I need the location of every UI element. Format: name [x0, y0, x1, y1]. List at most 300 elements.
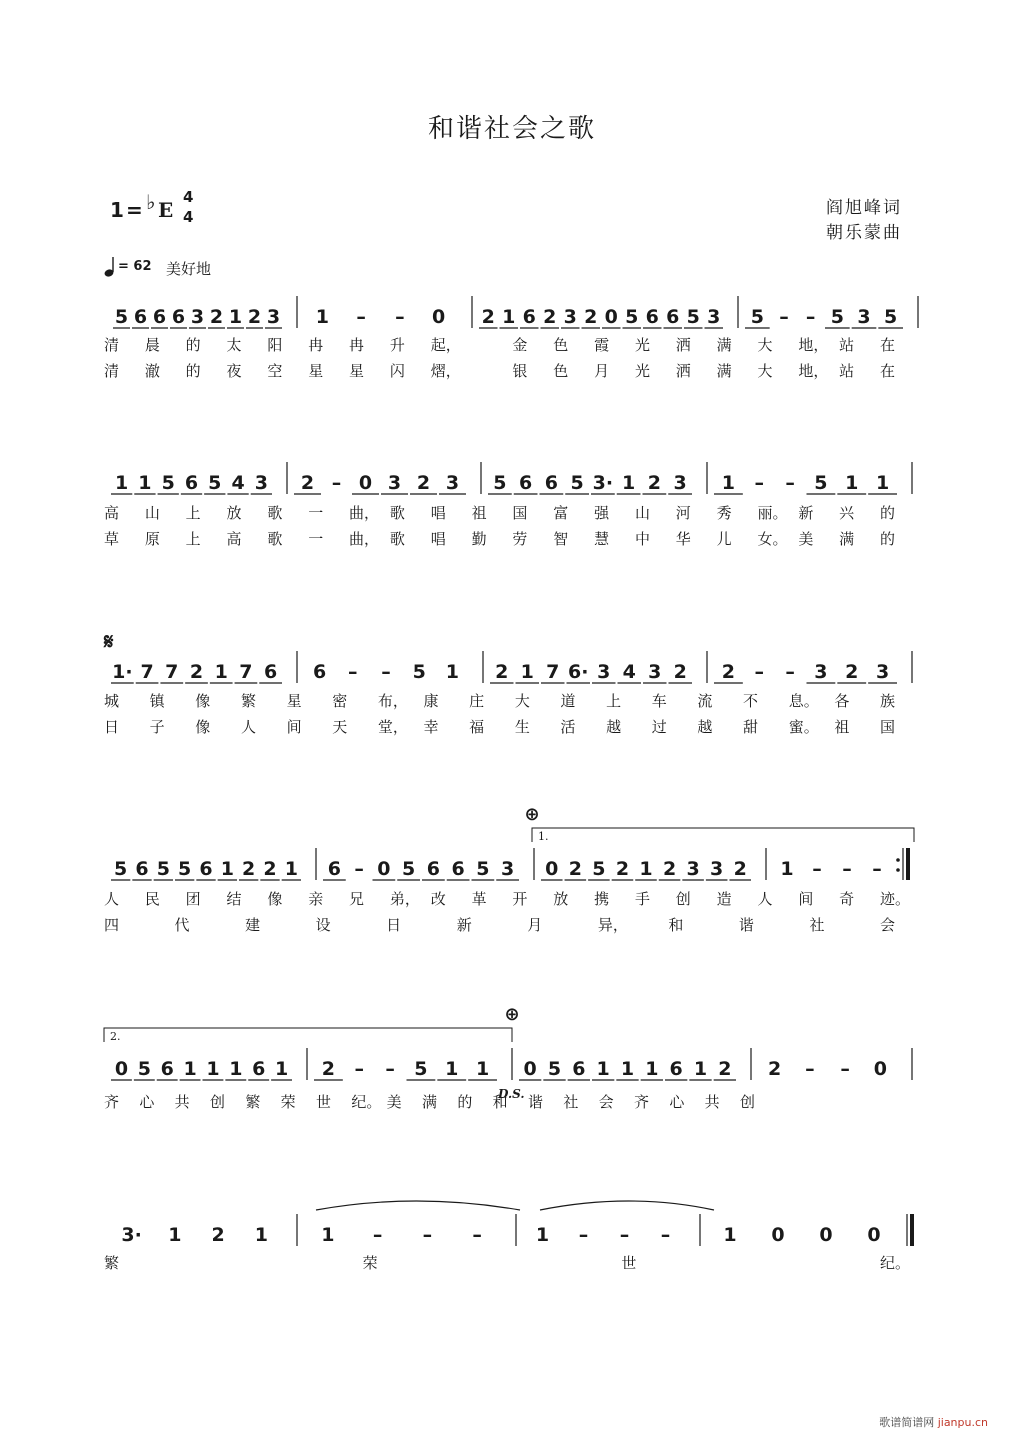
- lyric-char: 色: [553, 362, 569, 380]
- lyric-char: 携: [594, 890, 610, 908]
- jianpu-note: 2: [768, 1058, 782, 1080]
- lyric-char: 谐: [738, 916, 754, 934]
- lyric-char: 升: [389, 336, 405, 354]
- jianpu-note: 6: [312, 661, 327, 683]
- flat-icon: ♭: [146, 190, 156, 214]
- lyric-char: 异，: [597, 916, 628, 934]
- lyric-char: 天: [332, 718, 348, 736]
- lyric-char: 改: [430, 890, 446, 908]
- jianpu-note: 6: [451, 858, 465, 880]
- jianpu-note: –: [805, 306, 816, 328]
- jianpu-note: 7: [546, 661, 560, 683]
- jianpu-note: –: [754, 661, 764, 683]
- jianpu-note: 6: [160, 1058, 174, 1080]
- lyric-char: 闪: [389, 362, 405, 380]
- lyric-char: 洒: [675, 362, 691, 380]
- jianpu-note: –: [840, 1058, 850, 1080]
- jianpu-note: 1: [228, 306, 243, 328]
- jianpu-note: 6: [544, 472, 558, 494]
- jianpu-note: 3: [563, 306, 577, 328]
- jianpu-note: –: [754, 472, 764, 494]
- jianpu-note: 0: [771, 1224, 785, 1246]
- lyric-char: 慧: [594, 530, 610, 548]
- jianpu-note: 5: [156, 858, 170, 880]
- jianpu-note: 6: [666, 306, 680, 328]
- lyric-char: 大: [757, 362, 773, 380]
- jianpu-note: –: [842, 858, 852, 880]
- time-numerator: 4: [183, 188, 194, 206]
- jianpu-note: 3: [648, 661, 662, 683]
- lyric-char: 繁: [245, 1093, 261, 1111]
- lyric-char: 建: [245, 916, 261, 934]
- tie: [540, 1201, 714, 1210]
- lyric-char: 草: [104, 530, 120, 548]
- jianpu-note: 2: [673, 661, 687, 683]
- lyric-char: 福: [469, 718, 485, 736]
- lyric-char: 创: [740, 1093, 756, 1111]
- jianpu-note: 0: [523, 1058, 537, 1080]
- lyric-char: 上: [185, 504, 201, 522]
- lyric-char: 祖: [834, 718, 850, 736]
- jianpu-note: 1: [115, 472, 129, 494]
- lyric-char: 儿: [716, 530, 732, 548]
- lyric-char: 堂，: [377, 718, 408, 736]
- jianpu-note: 1: [535, 1224, 550, 1246]
- jianpu-note: –: [354, 1058, 364, 1080]
- lyric-char: 在: [880, 362, 896, 380]
- lyric-char: 心: [669, 1093, 685, 1111]
- lyric-char: 星: [286, 692, 302, 710]
- lyric-char: 银: [512, 362, 528, 380]
- lyric-char: 中: [634, 530, 650, 548]
- jianpu-note: 5: [137, 1058, 151, 1080]
- jianpu-note: 1: [229, 1058, 243, 1080]
- jianpu-note: 2: [247, 306, 262, 328]
- lyric-char: 秀: [716, 504, 732, 522]
- jianpu-note: 0: [819, 1224, 833, 1246]
- jianpu-note: 5: [493, 472, 507, 494]
- jianpu-note: –: [372, 1224, 383, 1246]
- jianpu-note: 4: [622, 661, 636, 683]
- lyric-char: 谐: [528, 1093, 544, 1111]
- lyric-char: 车: [651, 692, 667, 710]
- volta-label: 1.: [538, 830, 549, 843]
- segno-icon: 𝄋: [104, 630, 114, 655]
- jianpu-note: 6: [645, 306, 659, 328]
- lyric-char: 洒: [675, 336, 691, 354]
- lyric-char: 越: [606, 718, 622, 736]
- jianpu-note: 6: [171, 306, 186, 328]
- watermark-url: jianpu.cn: [937, 1416, 988, 1429]
- jianpu-note: 1: [475, 1058, 490, 1080]
- jianpu-note: 0: [873, 1058, 887, 1080]
- jianpu-note: 5: [476, 858, 490, 880]
- lyric-char: 子: [149, 718, 165, 736]
- jianpu-note: 0: [358, 472, 373, 494]
- jianpu-note: 2: [662, 858, 677, 880]
- lyric-char: 不: [743, 692, 759, 710]
- lyric-char: 越: [697, 718, 713, 736]
- time-denominator: 4: [183, 208, 194, 226]
- lyric-char: 息。: [788, 692, 819, 710]
- jianpu-note: 0: [114, 1058, 129, 1080]
- key-letter: E: [158, 198, 174, 222]
- jianpu-note: 1: [274, 1058, 289, 1080]
- lyric-char: 人: [757, 890, 773, 908]
- jianpu-note: 6: [152, 306, 167, 328]
- lyric-char: 密: [332, 692, 348, 710]
- jianpu-note: 1·: [112, 661, 133, 683]
- lyric-char: 大: [757, 336, 773, 354]
- jianpu-note: –: [356, 306, 366, 328]
- lyric-char: 开: [512, 890, 528, 908]
- lyric-char: 山: [634, 504, 650, 522]
- jianpu-note: 5: [884, 306, 898, 328]
- jianpu-note: 6·: [568, 661, 589, 683]
- jianpu-note: 1: [596, 1058, 610, 1080]
- key-eq: =: [126, 198, 143, 222]
- tempo-text: 美好地: [166, 260, 212, 278]
- lyric-char: 镇: [149, 692, 165, 710]
- jianpu-note: 3: [707, 306, 721, 328]
- lyric-char: 心: [139, 1093, 155, 1111]
- lyric-char: 社: [563, 1093, 579, 1111]
- jianpu-note: 5: [592, 858, 606, 880]
- lyric-char: 河: [675, 504, 691, 522]
- lyric-char: 荣: [280, 1093, 296, 1111]
- lyric-char: 夜: [226, 362, 242, 380]
- lyric-char: 光: [634, 362, 650, 380]
- jianpu-note: 2: [647, 472, 661, 494]
- jianpu-note: 2: [416, 472, 431, 494]
- jianpu-note: 2: [300, 472, 315, 494]
- lyric-char: 会: [598, 1093, 614, 1111]
- jianpu-note: 5: [402, 858, 416, 880]
- lyric-char: 会: [880, 916, 896, 934]
- jianpu-note: 2: [718, 1058, 732, 1080]
- lyric-char: 荣: [362, 1254, 378, 1272]
- lyric-char: 四: [104, 916, 120, 934]
- lyric-char: 幸: [423, 718, 439, 736]
- jianpu-note: 6: [135, 858, 149, 880]
- jianpu-note: –: [785, 472, 795, 494]
- lyric-char: 美: [386, 1093, 402, 1111]
- lyric-char: 道: [560, 692, 576, 710]
- lyric-char: 色: [553, 336, 569, 354]
- lyric-char: 共: [704, 1093, 720, 1111]
- jianpu-note: 1: [254, 1224, 268, 1246]
- lyric-char: 强: [594, 504, 610, 522]
- jianpu-note: 6: [572, 1058, 586, 1080]
- lyric-char: 富: [553, 504, 569, 522]
- jianpu-note: 1: [183, 1058, 197, 1080]
- lyric-char: 起，: [430, 336, 461, 354]
- jianpu-note: 1: [520, 661, 534, 683]
- jianpu-note: 1: [206, 1058, 220, 1080]
- lyric-char: 勤: [471, 530, 487, 548]
- lyric-char: 冉: [349, 336, 365, 354]
- jianpu-note: 6: [184, 472, 199, 494]
- lyric-char: 和: [668, 916, 684, 934]
- lyric-char: 像: [267, 890, 283, 908]
- lyric-char: 像: [195, 718, 211, 736]
- lyric-char: 的: [457, 1093, 473, 1111]
- jianpu-note: –: [331, 472, 342, 494]
- jianpu-note: 6: [669, 1058, 683, 1080]
- jianpu-note: 2: [211, 1224, 225, 1246]
- lyric-char: 的: [880, 530, 896, 548]
- lyric-char: 放: [553, 890, 569, 908]
- jianpu-note: 3: [387, 472, 402, 494]
- jianpu-note: 3·: [592, 472, 614, 494]
- jianpu-note: 6: [327, 858, 341, 880]
- jianpu-note: 2: [615, 858, 630, 880]
- lyric-char: 高: [226, 530, 242, 548]
- lyric-char: 太: [226, 336, 242, 354]
- jianpu-note: 7: [140, 661, 154, 683]
- lyric-char: 蜜。: [788, 718, 819, 736]
- jianpu-note: 5: [814, 472, 828, 494]
- jianpu-note: 0: [432, 306, 446, 328]
- lyric-char: 霞: [594, 336, 610, 354]
- lyric-char: 空: [267, 362, 283, 380]
- lyric-char: 月: [527, 916, 543, 934]
- lyric-char: 山: [144, 504, 160, 522]
- coda-icon: ⊕: [504, 1004, 520, 1025]
- lyric-char: 间: [286, 718, 302, 736]
- jianpu-note: 1: [639, 858, 653, 880]
- jianpu-note: 2: [543, 306, 557, 328]
- jianpu-note: 0: [867, 1224, 881, 1246]
- coda-icon: ⊕: [524, 804, 540, 825]
- lyric-char: 国: [512, 504, 528, 522]
- lyric-char: 社: [809, 916, 825, 934]
- lyric-char: 各: [834, 692, 850, 710]
- lyric-char: 间: [798, 890, 814, 908]
- jianpu-note: 6: [426, 858, 440, 880]
- jianpu-note: 2: [584, 306, 598, 328]
- jianpu-note: 5: [208, 472, 222, 494]
- lyric-char: 歌: [267, 530, 283, 548]
- jianpu-note: 1: [138, 472, 152, 494]
- repeat-dot: [896, 858, 900, 862]
- jianpu-note: 5: [686, 306, 700, 328]
- lyric-char: 劳: [512, 530, 528, 548]
- lyric-char: 歌: [267, 504, 283, 522]
- lyric-char: 结: [226, 890, 242, 908]
- jianpu-note: 1: [622, 472, 636, 494]
- lyric-char: 澈: [144, 362, 160, 380]
- volta-bracket: [104, 1028, 512, 1042]
- lyric-char: 奇: [839, 890, 855, 908]
- lyric-char: 地，: [798, 336, 829, 354]
- jianpu-note: 1: [721, 472, 736, 494]
- lyric-char: 族: [880, 692, 896, 710]
- lyric-char: 冉: [308, 336, 324, 354]
- lyric-char: 唱: [430, 530, 446, 548]
- jianpu-note: 2: [321, 1058, 336, 1080]
- lyric-char: 新: [798, 504, 814, 522]
- lyric-char: 星: [349, 362, 365, 380]
- jianpu-note: –: [348, 661, 358, 683]
- lyric-char: 原: [144, 530, 160, 548]
- lyric-char: 在: [880, 336, 896, 354]
- jianpu-note: 6: [519, 472, 533, 494]
- jianpu-note: 2: [242, 858, 256, 880]
- jianpu-note: –: [385, 1058, 395, 1080]
- lyric-char: 祖: [471, 504, 487, 522]
- jianpu-note: 2: [721, 661, 736, 683]
- volta-bracket: [532, 828, 914, 842]
- lyricist: 阎旭峰词: [826, 198, 902, 218]
- lyric-char: 齐: [104, 1093, 120, 1111]
- lyric-char: 歌: [389, 530, 405, 548]
- lyric-char: 日: [386, 916, 402, 934]
- lyric-char: 弟，: [389, 890, 420, 908]
- lyric-char: 一: [308, 504, 324, 522]
- lyric-char: 华: [675, 530, 691, 548]
- jianpu-note: 1: [502, 306, 516, 328]
- lyric-char: 繁: [240, 692, 256, 710]
- lyric-char: 地，: [798, 362, 829, 380]
- jianpu-note: 3·: [121, 1224, 142, 1246]
- lyric-char: 庄: [469, 692, 485, 710]
- lyric-char: 上: [606, 692, 622, 710]
- jianpu-note: 1: [220, 858, 234, 880]
- lyric-char: 活: [560, 718, 576, 736]
- lyric-char: 曲，: [349, 504, 380, 522]
- lyric-char: 女。: [757, 530, 788, 548]
- lyric-char: 的: [880, 504, 896, 522]
- jianpu-note: 1: [620, 1058, 635, 1080]
- lyric-char: 高: [104, 504, 120, 522]
- jianpu-note: 5: [114, 858, 128, 880]
- lyric-char: 满: [716, 336, 732, 354]
- jianpu-note: 1: [723, 1224, 737, 1246]
- lyric-char: 站: [839, 336, 855, 354]
- jianpu-note: 1: [645, 1058, 659, 1080]
- lyric-char: 熠，: [430, 362, 461, 380]
- jianpu-note: 6: [133, 306, 148, 328]
- jianpu-note: 5: [161, 472, 175, 494]
- lyric-char: 丽。: [757, 504, 788, 522]
- jianpu-note: 0: [545, 858, 559, 880]
- jianpu-note: 5: [830, 306, 844, 328]
- lyric-char: 共: [174, 1093, 190, 1111]
- jianpu-note: 1: [445, 661, 460, 683]
- jianpu-note: 3: [597, 661, 611, 683]
- lyric-char: 迹。: [880, 890, 911, 908]
- jianpu-note: 1: [875, 472, 890, 494]
- lyric-char: 纪。: [880, 1254, 911, 1272]
- jianpu-note: 3: [445, 472, 460, 494]
- jianpu-note: 6: [252, 1058, 266, 1080]
- lyric-char: 晨: [144, 336, 160, 354]
- jianpu-note: –: [354, 858, 364, 880]
- jianpu-note: –: [619, 1224, 630, 1246]
- repeat-dot: [896, 868, 900, 872]
- lyric-char: 上: [185, 530, 201, 548]
- lyric-char: 阳: [267, 336, 283, 354]
- lyric-char: 满: [839, 530, 855, 548]
- jianpu-note: 5: [625, 306, 639, 328]
- lyric-char: 纪。: [351, 1093, 382, 1111]
- jianpu-note: –: [812, 858, 822, 880]
- lyric-char: 清: [104, 336, 120, 354]
- lyric-char: 代: [174, 916, 190, 934]
- lyric-char: 月: [594, 362, 610, 380]
- lyric-char: 站: [839, 362, 855, 380]
- jianpu-note: 1: [284, 858, 298, 880]
- tie: [316, 1201, 520, 1210]
- jianpu-note: –: [779, 306, 789, 328]
- jianpu-note: –: [381, 661, 391, 683]
- lyric-char: 和: [492, 1093, 508, 1111]
- song-title: 和谐社会之歌: [427, 114, 596, 144]
- lyric-char: 团: [185, 890, 201, 908]
- lyric-char: 日: [104, 718, 120, 736]
- watermark: [879, 1414, 988, 1430]
- jianpu-note: 5: [414, 1058, 428, 1080]
- jianpu-note: 3: [857, 306, 871, 328]
- jianpu-note: 1: [168, 1224, 182, 1246]
- jianpu-note: 5: [114, 306, 129, 328]
- lyric-char: 繁: [104, 1254, 120, 1272]
- lyric-char: 生: [514, 718, 530, 736]
- jianpu-note: –: [422, 1224, 433, 1246]
- lyric-char: 新: [456, 916, 472, 934]
- lyric-char: 创: [675, 890, 691, 908]
- lyric-char: 过: [651, 718, 667, 736]
- jianpu-note: –: [660, 1224, 671, 1246]
- jianpu-note: 0: [377, 858, 391, 880]
- lyric-char: 民: [144, 890, 160, 908]
- lyric-char: 兴: [839, 504, 855, 522]
- lyric-char: 大: [514, 692, 530, 710]
- lyric-char: 国: [880, 718, 896, 736]
- lyric-char: 创: [210, 1093, 226, 1111]
- jianpu-note: –: [472, 1224, 482, 1246]
- jianpu-note: –: [872, 858, 882, 880]
- lyric-char: 兄: [349, 890, 365, 908]
- composer: 朝乐蒙曲: [826, 223, 902, 243]
- watermark-site: 歌谱简谱网: [879, 1416, 938, 1429]
- jianpu-note: 5: [570, 472, 584, 494]
- jianpu-note: –: [805, 1058, 815, 1080]
- jianpu-note: 5: [178, 858, 192, 880]
- lyric-char: 唱: [430, 504, 446, 522]
- jianpu-note: –: [395, 306, 405, 328]
- lyric-char: 人: [240, 718, 256, 736]
- jianpu-note: 4: [231, 472, 245, 494]
- volta-label: 2.: [110, 1030, 121, 1043]
- jianpu-note: 1: [321, 1224, 335, 1246]
- lyric-char: 人: [104, 890, 120, 908]
- jianpu-note: 3: [266, 306, 281, 328]
- lyric-char: 造: [716, 890, 732, 908]
- jianpu-note: 1: [315, 306, 329, 328]
- lyric-char: 世: [316, 1093, 332, 1111]
- jianpu-note: 2: [209, 306, 224, 328]
- jianpu-note: 2: [189, 661, 204, 683]
- jianpu-note: 7: [239, 661, 253, 683]
- lyric-char: 曲，: [349, 530, 380, 548]
- jianpu-note: 6: [199, 858, 213, 880]
- jianpu-note: 1: [214, 661, 228, 683]
- jianpu-note: 1: [780, 858, 794, 880]
- jianpu-note: 5: [412, 661, 426, 683]
- lyric-char: 满: [716, 362, 732, 380]
